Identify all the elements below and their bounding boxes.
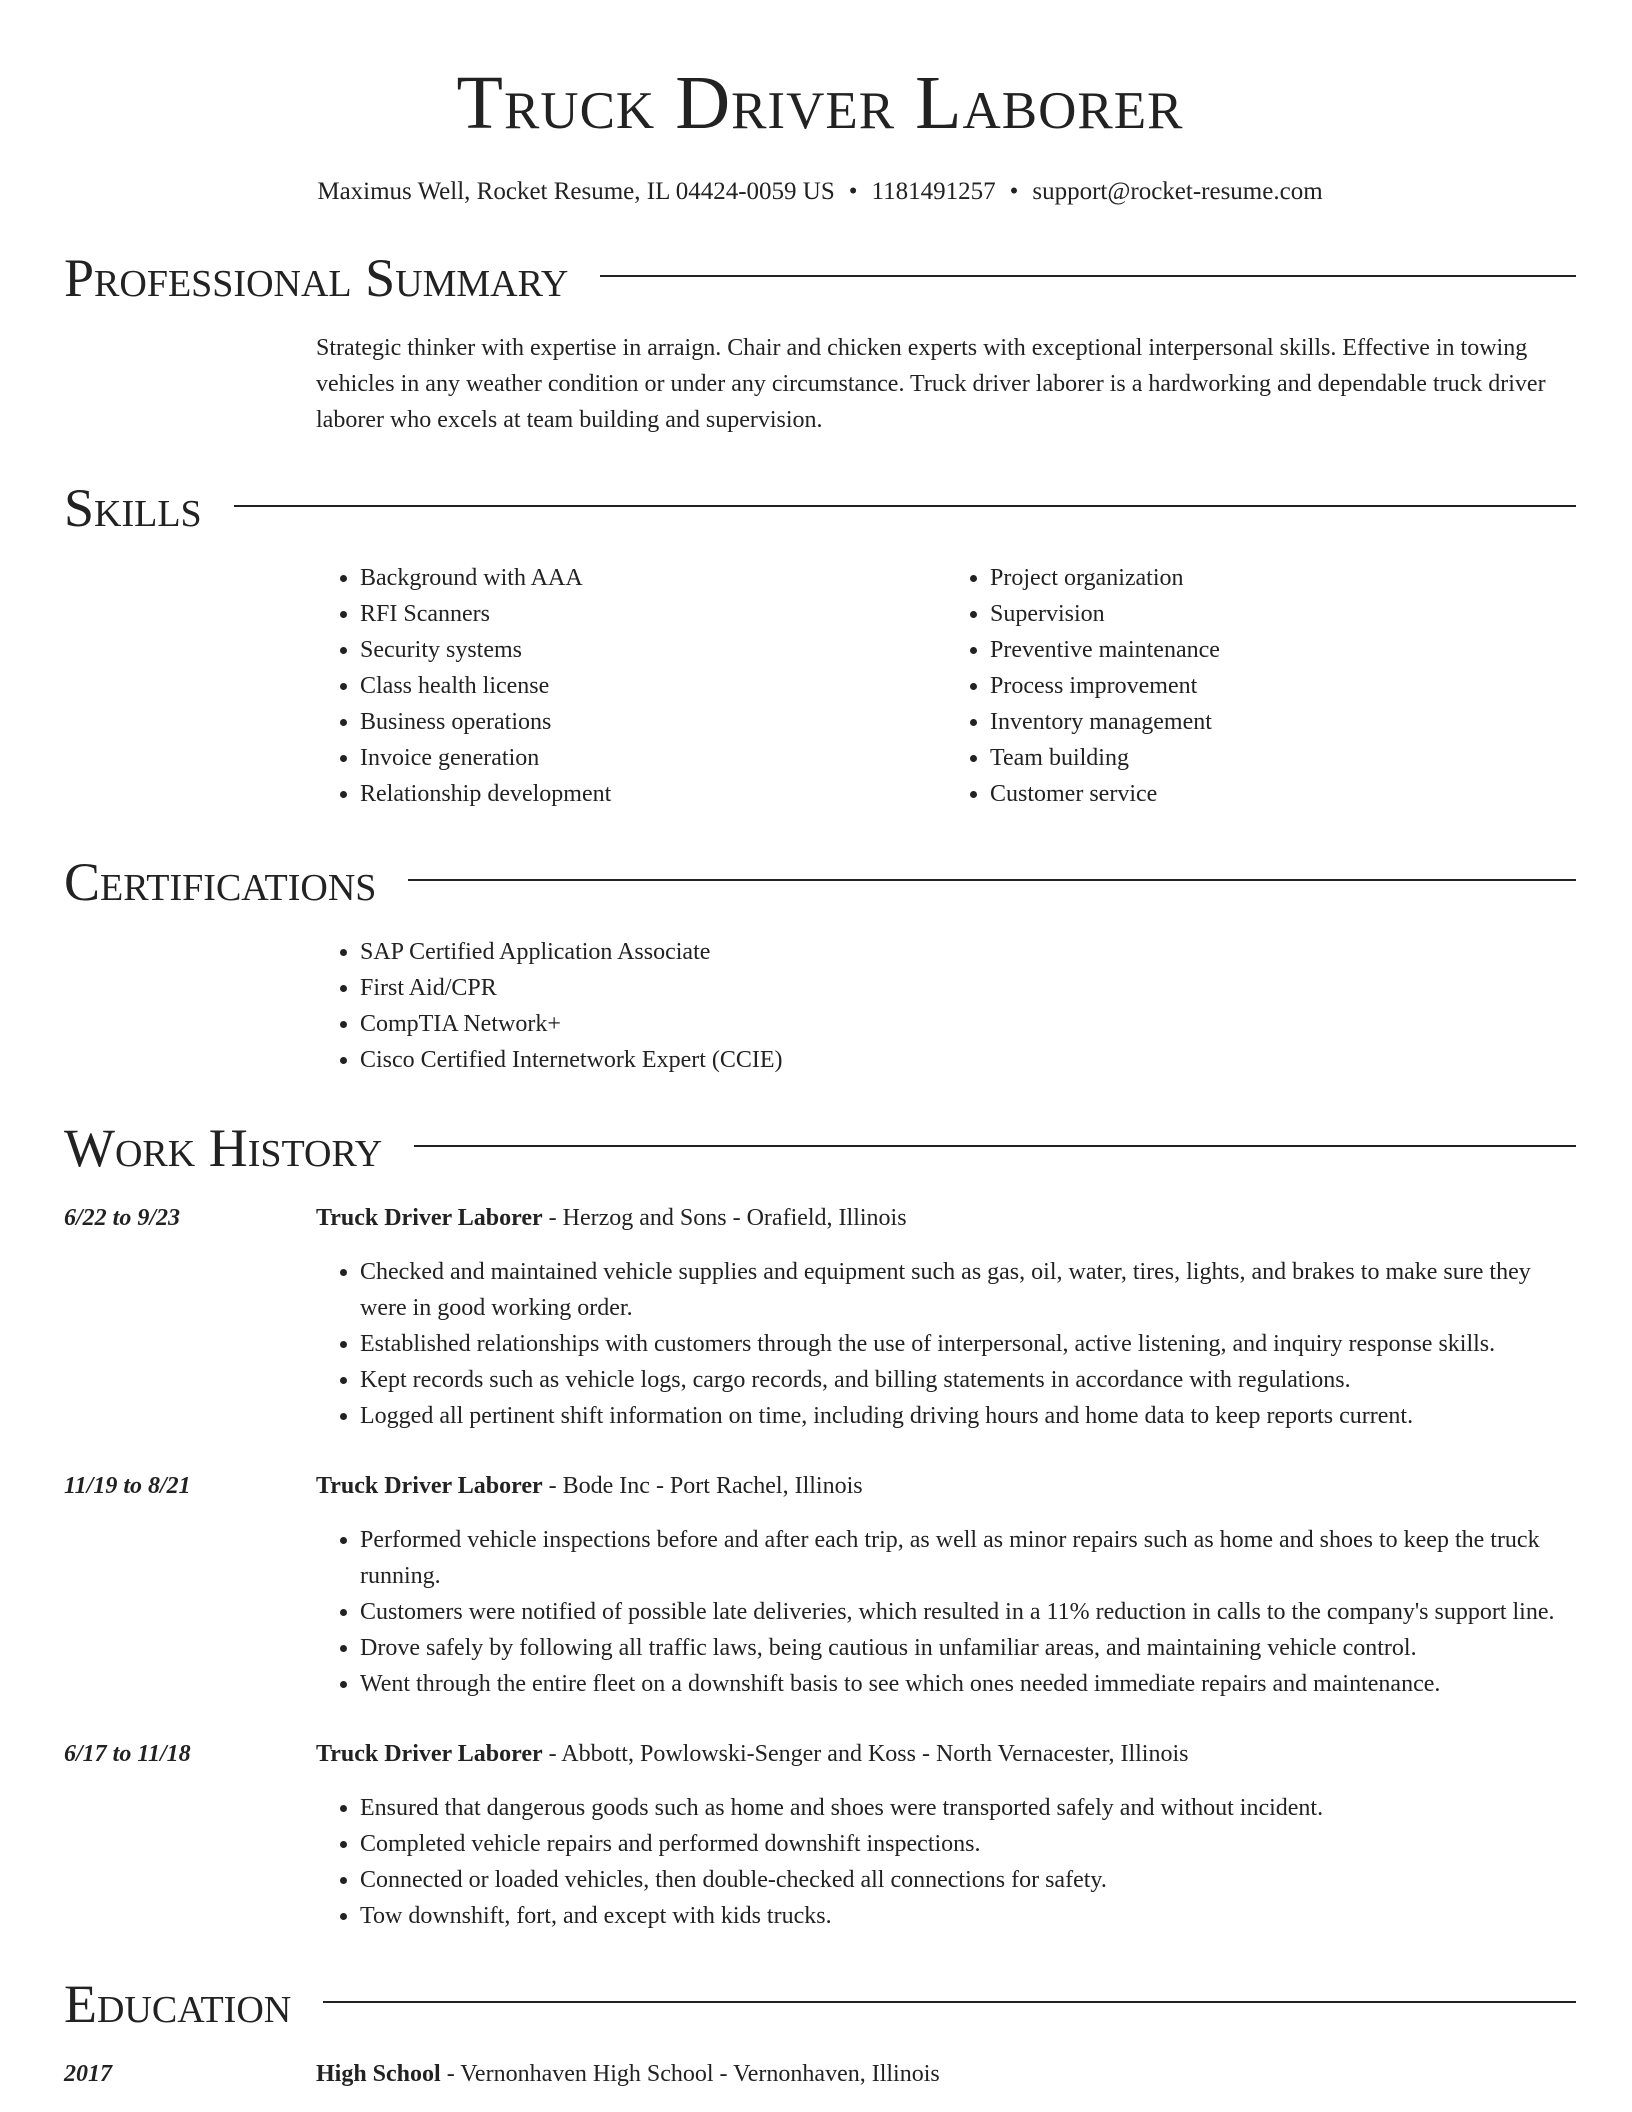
- section-header-certifications: [64, 850, 1576, 914]
- skill-item: • Background with AAA: [360, 560, 946, 596]
- skill-item: • Business operations: [360, 704, 946, 740]
- job-duty: • Tow downshift, fort, and except with kids trucks.: [360, 1898, 1576, 1934]
- job-duties: [316, 1254, 1576, 1434]
- job-duty: • Established relationships with customers through the use of interpersonal, active listening, and inquiry response skills.: [360, 1326, 1576, 1362]
- section-title: Certifications: [64, 852, 377, 912]
- job-duty: • Performed vehicle inspections before and after each trip, as well as minor repairs such as home and shoes to keep the truck running.: [360, 1522, 1576, 1594]
- job-title: Truck Driver Laborer: [316, 1205, 543, 1231]
- section-divider: [414, 1145, 1576, 1147]
- job-dates: 11/19 to 8/21: [64, 1473, 191, 1499]
- job-duty: • Kept records such as vehicle logs, cargo records, and billing statements in accordance with regulations.: [360, 1362, 1576, 1398]
- skill-item: • RFI Scanners: [360, 596, 946, 632]
- job-employer: - Bode Inc - Port Rachel, Illinois: [542, 1473, 863, 1499]
- education-body: [316, 2056, 1576, 2092]
- contact-separator: •: [1009, 178, 1019, 205]
- skill-item: • Class health license: [360, 668, 946, 704]
- certifications-list: [316, 934, 1576, 1078]
- skill-item: • Supervision: [990, 596, 1576, 632]
- job-title: Truck Driver Laborer: [316, 1741, 543, 1767]
- education-heading: [316, 2056, 1576, 2092]
- skills-list: [316, 560, 1576, 812]
- section-divider: [234, 505, 1576, 507]
- section-header-work-history: [64, 1116, 1576, 1180]
- job-body: [316, 1200, 1576, 1434]
- section-title: Work History: [64, 1118, 383, 1178]
- skill-item: • Security systems: [360, 632, 946, 668]
- section-divider: [323, 2001, 1576, 2003]
- candidate-name: Truck Driver Laborer: [456, 61, 1184, 145]
- skill-item: • Customer service: [990, 776, 1576, 812]
- certification-item: • CompTIA Network+: [360, 1006, 1576, 1042]
- skill-item: • Invoice generation: [360, 740, 946, 776]
- skill-item: • Inventory management: [990, 704, 1576, 740]
- section-title: Education: [64, 1974, 292, 2034]
- section-title: Skills: [64, 478, 202, 538]
- section-header-skills: [64, 476, 1576, 540]
- skill-item: • Team building: [990, 740, 1576, 776]
- certification-item: • First Aid/CPR: [360, 970, 1576, 1006]
- contact-address: Maximus Well, Rocket Resume, IL 04424-0059 US: [317, 178, 835, 205]
- job-dates: 6/17 to 11/18: [64, 1741, 191, 1767]
- job-duty: • Customers were notified of possible late deliveries, which resulted in a 11% reduction in calls to the company's support line.: [360, 1594, 1576, 1630]
- education-entry: [64, 2056, 1576, 2092]
- education-degree: High School: [316, 2061, 441, 2087]
- summary-text: Strategic thinker with expertise in arraign. Chair and chicken experts with exceptional interpersonal skills. Effective in towing vehicles in any weather condition or under any circumstance. Truck driver laborer is a hardworking and dependable truck driver laborer who excels at team building and supervision.: [316, 335, 1546, 433]
- section-title: Professional Summary: [64, 248, 569, 308]
- section-header-education: [64, 1972, 1576, 2036]
- job-duty: • Drove safely by following all traffic laws, being cautious in unfamiliar areas, and maintaining vehicle control.: [360, 1630, 1576, 1666]
- job-duty: • Completed vehicle repairs and performed downshift inspections.: [360, 1826, 1576, 1862]
- section-divider: [408, 879, 1576, 881]
- contact-separator: •: [848, 178, 858, 205]
- job-duty: • Logged all pertinent shift information on time, including driving hours and home data to keep reports current.: [360, 1398, 1576, 1434]
- job-dates: 6/22 to 9/23: [64, 1205, 181, 1231]
- job-body: [316, 1468, 1576, 1702]
- job-heading: [316, 1736, 1576, 1772]
- skill-item: • Relationship development: [360, 776, 946, 812]
- section-divider: [600, 275, 1576, 277]
- job-entry: [64, 1468, 1576, 1702]
- education-school: - Vernonhaven High School - Vernonhaven, Illinois: [440, 2061, 940, 2087]
- job-duty: • Connected or loaded vehicles, then double-checked all connections for safety.: [360, 1862, 1576, 1898]
- job-entry: [64, 1200, 1576, 1434]
- skills-column-right: [946, 560, 1576, 812]
- job-duty: • Went through the entire fleet on a downshift basis to see which ones needed immediate repairs and maintenance.: [360, 1666, 1576, 1702]
- section-header-summary: [64, 246, 1576, 310]
- job-duties: [316, 1522, 1576, 1702]
- certification-item: • Cisco Certified Internetwork Expert (CCIE): [360, 1042, 1576, 1078]
- job-entry: [64, 1736, 1576, 1934]
- job-heading: [316, 1468, 1576, 1504]
- job-duty: • Ensured that dangerous goods such as home and shoes were transported safely and without incident.: [360, 1790, 1576, 1826]
- job-title: Truck Driver Laborer: [316, 1473, 543, 1499]
- contact-phone: 1181491257: [871, 178, 996, 205]
- skill-item: • Process improvement: [990, 668, 1576, 704]
- job-heading: [316, 1200, 1576, 1236]
- job-body: [316, 1736, 1576, 1934]
- contact-email[interactable]: support@rocket-resume.com: [1032, 178, 1323, 205]
- resume-page: [64, 0, 1576, 2092]
- education-year: 2017: [64, 2061, 112, 2087]
- skill-item: • Preventive maintenance: [990, 632, 1576, 668]
- skill-item: • Project organization: [990, 560, 1576, 596]
- job-employer: - Abbott, Powlowski-Senger and Koss - North Vernacester, Illinois: [542, 1741, 1189, 1767]
- job-duties: [316, 1790, 1576, 1934]
- certification-item: • SAP Certified Application Associate: [360, 934, 1576, 970]
- job-duty: • Checked and maintained vehicle supplies and equipment such as gas, oil, water, tires, lights, and brakes to make sure they were in good working order.: [360, 1254, 1576, 1326]
- contact-line: [64, 176, 1576, 208]
- job-employer: - Herzog and Sons - Orafield, Illinois: [542, 1205, 907, 1231]
- skills-column-left: [316, 560, 946, 812]
